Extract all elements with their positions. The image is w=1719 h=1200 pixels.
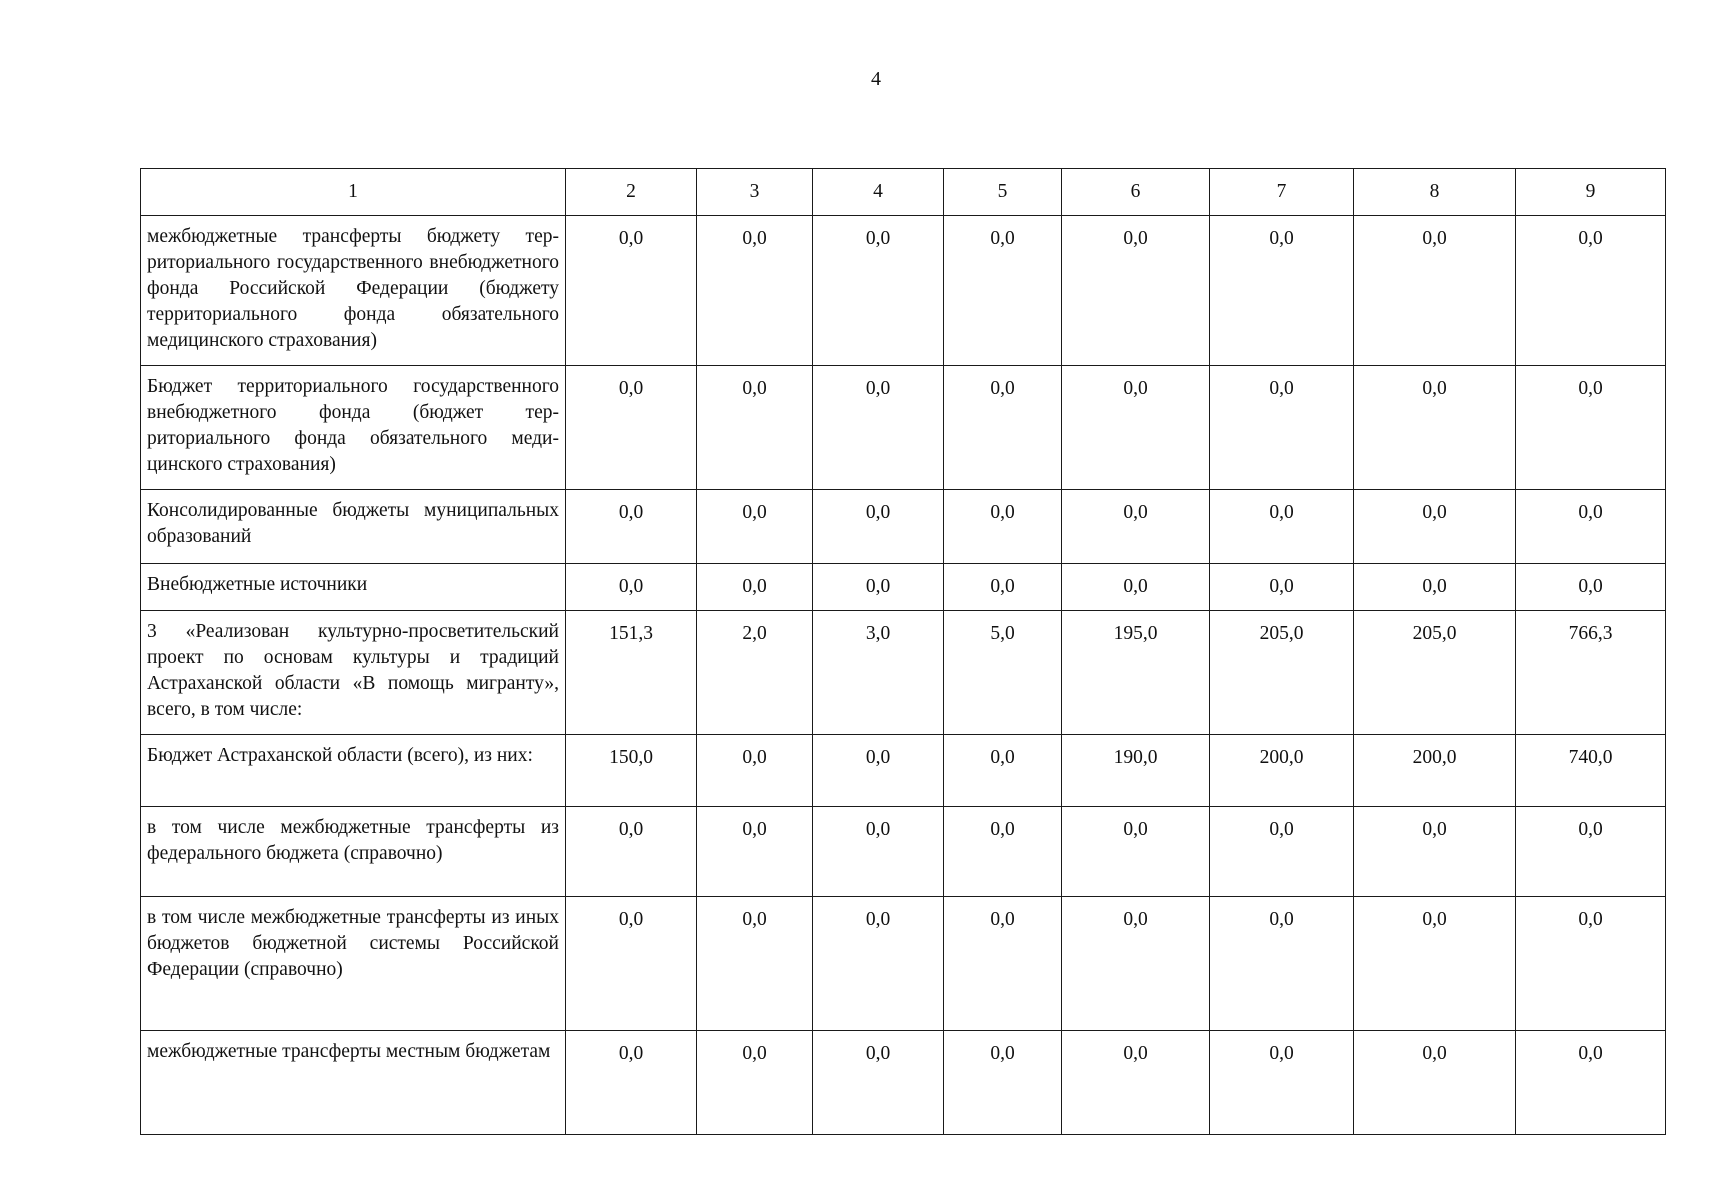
table-row — [141, 490, 1666, 564]
value-cell: 0,0 — [697, 807, 813, 897]
value-cell: 0,0 — [1354, 366, 1516, 490]
column-header-5: 5 — [944, 169, 1062, 216]
value-cell: 0,0 — [944, 807, 1062, 897]
value-cell: 740,0 — [1516, 735, 1666, 807]
value-cell: 0,0 — [566, 1031, 697, 1135]
column-header-8: 8 — [1354, 169, 1516, 216]
table-row — [141, 735, 1666, 807]
value-cell: 0,0 — [813, 564, 944, 611]
value-cell: 0,0 — [1210, 564, 1354, 611]
table-row — [141, 216, 1666, 366]
value-cell: 0,0 — [697, 216, 813, 366]
value-cell: 0,0 — [566, 807, 697, 897]
table-row — [141, 897, 1666, 1031]
value-cell: 0,0 — [813, 216, 944, 366]
row-label: в том числе межбюджетные трансферты из федерального бюджета (справочно) — [141, 807, 566, 897]
value-cell: 0,0 — [566, 366, 697, 490]
header-row — [141, 169, 1666, 216]
value-cell: 0,0 — [813, 366, 944, 490]
value-cell: 0,0 — [813, 735, 944, 807]
value-cell: 0,0 — [1516, 366, 1666, 490]
value-cell: 0,0 — [1210, 216, 1354, 366]
value-cell: 0,0 — [1516, 1031, 1666, 1135]
value-cell: 0,0 — [1516, 490, 1666, 564]
column-header-6: 6 — [1062, 169, 1210, 216]
column-header-1: 1 — [141, 169, 566, 216]
value-cell: 0,0 — [944, 490, 1062, 564]
value-cell: 0,0 — [944, 366, 1062, 490]
value-cell: 0,0 — [1516, 216, 1666, 366]
value-cell: 0,0 — [1210, 1031, 1354, 1135]
value-cell: 0,0 — [1210, 897, 1354, 1031]
value-cell: 0,0 — [697, 735, 813, 807]
value-cell: 0,0 — [566, 897, 697, 1031]
value-cell: 150,0 — [566, 735, 697, 807]
value-cell: 0,0 — [1062, 564, 1210, 611]
table-header — [141, 169, 1666, 216]
value-cell: 3,0 — [813, 611, 944, 735]
row-label: Бюджет территориального государственного внебюджетного фонда (бюджет территориального фонда обязательного медицинского страхования) — [141, 366, 566, 490]
value-cell: 0,0 — [1354, 897, 1516, 1031]
value-cell: 0,0 — [1354, 1031, 1516, 1135]
value-cell: 766,3 — [1516, 611, 1666, 735]
value-cell: 0,0 — [1354, 807, 1516, 897]
budget-table — [140, 168, 1666, 1135]
value-cell: 0,0 — [944, 897, 1062, 1031]
page-number: 4 — [871, 68, 881, 90]
value-cell: 205,0 — [1354, 611, 1516, 735]
table-row — [141, 1031, 1666, 1135]
value-cell: 205,0 — [1210, 611, 1354, 735]
row-label: 3 «Реализован культурно-просветительский проект по основам культуры и традиций Астраханской области «В помощь мигранту», всего, в том числе: — [141, 611, 566, 735]
row-label: в том числе межбюджетные трансферты из иных бюджетов бюджетной системы Российской Федерации (справочно) — [141, 897, 566, 1031]
value-cell: 0,0 — [944, 216, 1062, 366]
value-cell: 0,0 — [813, 807, 944, 897]
value-cell: 0,0 — [697, 564, 813, 611]
value-cell: 0,0 — [697, 1031, 813, 1135]
value-cell: 0,0 — [566, 490, 697, 564]
value-cell: 0,0 — [1516, 807, 1666, 897]
table-row — [141, 611, 1666, 735]
value-cell: 200,0 — [1210, 735, 1354, 807]
table-row — [141, 366, 1666, 490]
value-cell: 0,0 — [1062, 1031, 1210, 1135]
value-cell: 200,0 — [1354, 735, 1516, 807]
value-cell: 0,0 — [1354, 490, 1516, 564]
column-header-9: 9 — [1516, 169, 1666, 216]
value-cell: 0,0 — [1516, 564, 1666, 611]
value-cell: 195,0 — [1062, 611, 1210, 735]
table-row — [141, 807, 1666, 897]
table-body — [141, 216, 1666, 1135]
value-cell: 0,0 — [944, 735, 1062, 807]
value-cell: 2,0 — [697, 611, 813, 735]
value-cell: 0,0 — [697, 366, 813, 490]
value-cell: 0,0 — [944, 564, 1062, 611]
value-cell: 0,0 — [813, 1031, 944, 1135]
value-cell: 0,0 — [1210, 490, 1354, 564]
value-cell: 0,0 — [1062, 366, 1210, 490]
value-cell: 0,0 — [566, 216, 697, 366]
column-header-7: 7 — [1210, 169, 1354, 216]
column-header-3: 3 — [697, 169, 813, 216]
value-cell: 0,0 — [1516, 897, 1666, 1031]
value-cell: 190,0 — [1062, 735, 1210, 807]
column-header-2: 2 — [566, 169, 697, 216]
value-cell: 0,0 — [813, 490, 944, 564]
value-cell: 0,0 — [1210, 807, 1354, 897]
value-cell: 0,0 — [1354, 564, 1516, 611]
row-label: Бюджет Астраханской области (всего), из них: — [141, 735, 566, 807]
value-cell: 5,0 — [944, 611, 1062, 735]
row-label: межбюджетные трансферты бюджету территориального государственного внебюджетного фонда Российской Федерации (бюджету территориального фонда обязательного медицинского страхования) — [141, 216, 566, 366]
value-cell: 0,0 — [1354, 216, 1516, 366]
value-cell: 0,0 — [566, 564, 697, 611]
value-cell: 0,0 — [944, 1031, 1062, 1135]
value-cell: 0,0 — [1062, 490, 1210, 564]
row-label: Внебюджетные источники — [141, 564, 566, 611]
table-row — [141, 564, 1666, 611]
value-cell: 0,0 — [1062, 807, 1210, 897]
value-cell: 0,0 — [697, 897, 813, 1031]
value-cell: 151,3 — [566, 611, 697, 735]
row-label: межбюджетные трансферты местным бюджетам — [141, 1031, 566, 1135]
value-cell: 0,0 — [1210, 366, 1354, 490]
row-label: Консолидированные бюджеты муниципальных образований — [141, 490, 566, 564]
column-header-4: 4 — [813, 169, 944, 216]
value-cell: 0,0 — [813, 897, 944, 1031]
value-cell: 0,0 — [1062, 897, 1210, 1031]
value-cell: 0,0 — [1062, 216, 1210, 366]
value-cell: 0,0 — [697, 490, 813, 564]
